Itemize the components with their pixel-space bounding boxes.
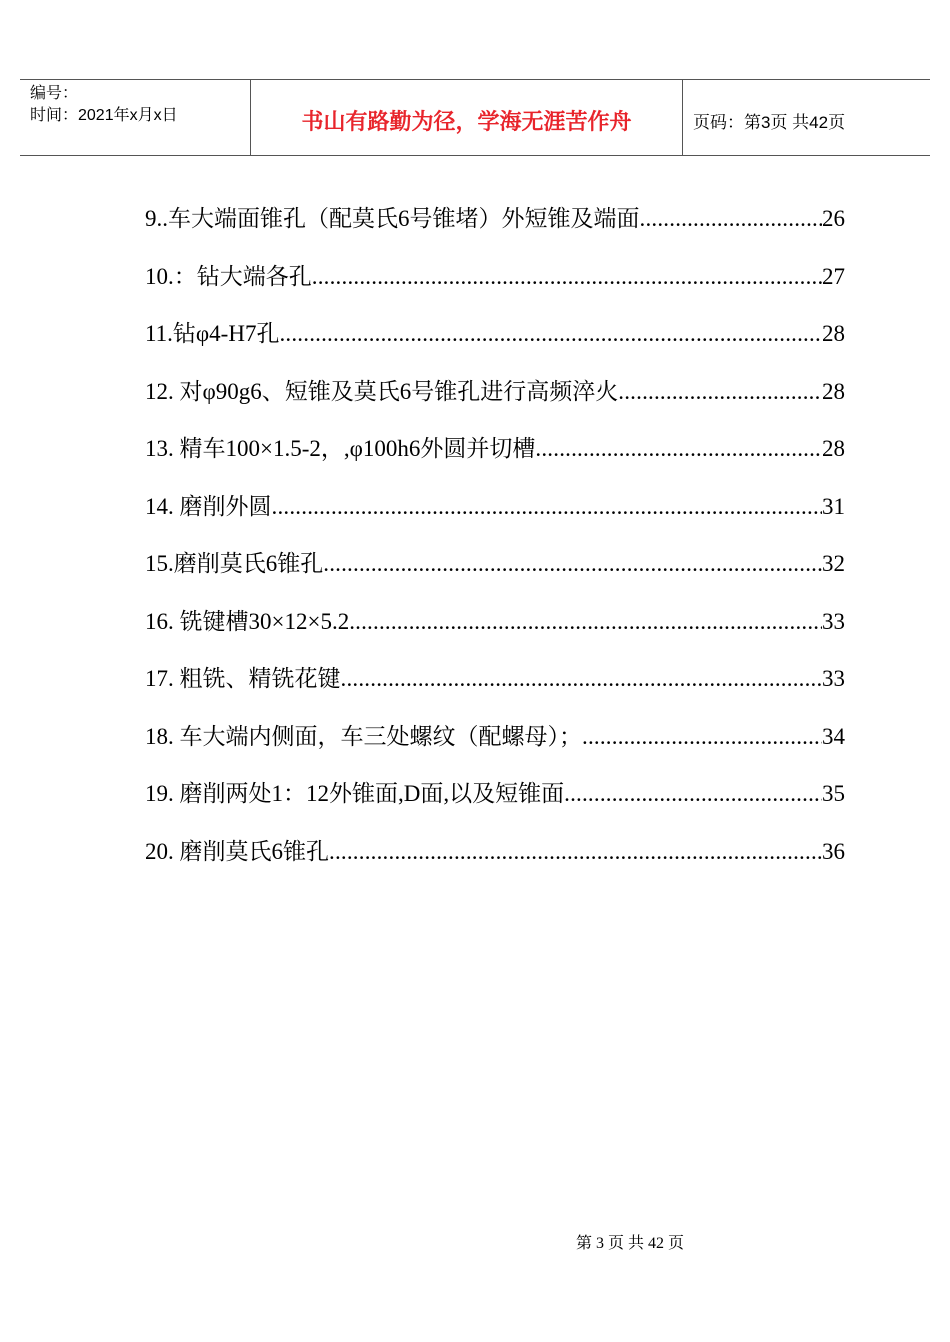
toc-entry-page: 33 <box>822 666 845 691</box>
toc-entry-label: 9..车大端面锥孔（配莫氏6号锥堵）外短锥及端面 <box>145 206 640 231</box>
toc-entry[interactable] <box>145 604 845 662</box>
toc-entry[interactable] <box>145 374 845 432</box>
toc-dot-leader <box>535 431 822 467</box>
toc-entry-page: 28 <box>822 321 845 346</box>
toc-dot-leader <box>582 719 822 755</box>
toc-entry-page: 28 <box>822 378 845 404</box>
toc-entry[interactable] <box>145 259 845 317</box>
toc-dot-leader <box>272 489 823 525</box>
header-meta <box>30 83 178 127</box>
toc-entry[interactable] <box>145 431 845 489</box>
toc-entry-label: 14. 磨削外圆 <box>145 493 272 519</box>
toc-entry-label: 11.钻φ4-H7孔 <box>145 321 280 346</box>
page-footer: 第 3 页 共 42 页 <box>575 1235 684 1252</box>
toc-dot-leader <box>279 316 822 352</box>
toc-entry-page: 31 <box>822 493 845 519</box>
document-number-label: 编号： <box>30 85 79 102</box>
toc-entry-label: 10.：钻大端各孔 <box>145 263 312 289</box>
toc-entry[interactable] <box>145 719 845 777</box>
toc-dot-leader <box>618 374 822 410</box>
toc-entry[interactable] <box>145 316 845 374</box>
header-right-cell <box>683 80 930 155</box>
toc-entry-page: 26 <box>822 206 845 231</box>
toc-entry-label: 16. 铣键槽30×12×5.2 <box>145 608 350 634</box>
header-page-info: 页码：第3页 共42页 <box>693 113 846 132</box>
toc-entry[interactable] <box>145 201 845 259</box>
toc-entry-page: 34 <box>822 723 845 749</box>
toc-entry-page: 33 <box>822 608 845 634</box>
toc-entry-label: 19. 磨削两处1：12外锥面,D面,以及短锥面 <box>145 781 565 806</box>
toc-entry-label: 15.磨削莫氏6锥孔 <box>145 551 324 576</box>
table-of-contents <box>145 201 845 891</box>
toc-entry[interactable] <box>145 661 845 719</box>
toc-dot-leader <box>341 661 823 697</box>
header-left-cell <box>20 80 251 155</box>
toc-entry-page: 36 <box>822 838 845 864</box>
toc-dot-leader <box>312 259 822 295</box>
header-middle-cell <box>251 80 683 155</box>
toc-entry[interactable] <box>145 489 845 547</box>
toc-dot-leader <box>323 546 822 582</box>
toc-entry[interactable] <box>145 834 845 892</box>
toc-entry-label: 12. 对φ90g6、短锥及莫氏6号锥孔进行高频淬火 <box>145 378 619 404</box>
toc-entry-label: 18. 车大端内侧面，车三处螺纹（配螺母）； <box>145 723 582 749</box>
toc-entry-page: 27 <box>822 263 845 289</box>
toc-entry[interactable] <box>145 776 845 834</box>
header-motto: 书山有路勤为径，学海无涯苦作舟 <box>301 110 632 135</box>
toc-entry-label: 13. 精车100×1.5-2，,φ100h6外圆并切槽 <box>145 436 536 461</box>
toc-dot-leader <box>640 201 823 237</box>
document-time-label: 时间：2021年x月x日 <box>30 107 178 124</box>
page-header <box>20 79 930 156</box>
toc-entry-label: 17. 粗铣、精铣花键 <box>145 666 341 691</box>
toc-entry-page: 28 <box>822 436 845 461</box>
toc-dot-leader <box>329 834 822 870</box>
toc-entry-label: 20. 磨削莫氏6锥孔 <box>145 838 329 864</box>
toc-entry-page: 32 <box>822 551 845 576</box>
toc-entry[interactable] <box>145 546 845 604</box>
toc-dot-leader <box>564 776 822 812</box>
toc-entry-page: 35 <box>822 781 845 806</box>
toc-dot-leader <box>349 604 822 640</box>
